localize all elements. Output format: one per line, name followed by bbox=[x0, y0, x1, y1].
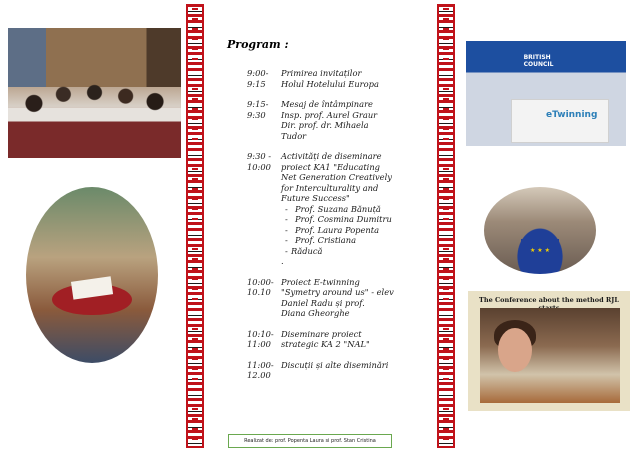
schedule-description bbox=[281, 360, 425, 381]
speaker-item: - Prof. Cosmina Dumitru bbox=[295, 214, 425, 225]
eu-flag: ★ ★ ★ bbox=[521, 239, 559, 263]
logo-line-2: COUNCIL bbox=[523, 60, 554, 68]
time-start: 9:00- bbox=[247, 68, 269, 78]
eu-flag-group-photo-oval bbox=[484, 187, 596, 274]
conference-photo-card bbox=[468, 291, 630, 411]
time-end: 12.00 bbox=[247, 370, 271, 380]
list-dot: . bbox=[281, 256, 284, 266]
etwinning-banner bbox=[511, 99, 609, 143]
time-start: 10:00- bbox=[247, 276, 274, 287]
schedule-description bbox=[281, 68, 425, 89]
speaker-item: - Prof. Laura Popenta bbox=[295, 225, 425, 236]
desc-line: Mesaj de întâmpinare bbox=[281, 99, 373, 109]
time-end: 9:15 bbox=[247, 78, 266, 89]
time-end: 11:00 bbox=[247, 339, 271, 349]
time-start: 9:30 - bbox=[247, 151, 272, 161]
desc-line: Daniel Radu și prof. bbox=[281, 297, 365, 308]
desc-line: Holul Hotelului Europa bbox=[281, 78, 379, 89]
credits-footer: Realizat de: prof. Popenta Laura si prof. Stan Cristina bbox=[228, 434, 392, 448]
program-title: Program : bbox=[227, 38, 289, 51]
time-start: 11:00- bbox=[247, 359, 274, 370]
british-council-logo bbox=[524, 54, 554, 68]
speaker-item: - Prof. Suzana Bănuță bbox=[295, 204, 425, 215]
group-photo-certificates bbox=[8, 28, 181, 158]
conference-caption: The Conference about the method RJL bbox=[479, 296, 619, 304]
schedule-row bbox=[247, 277, 425, 319]
time-start: 9:15- bbox=[247, 99, 269, 109]
time-end: 10.10 bbox=[247, 287, 271, 297]
program-schedule bbox=[247, 68, 425, 391]
speaker-list bbox=[281, 204, 425, 257]
logo-line-1: BRITISH bbox=[523, 53, 551, 61]
desc-line: Diana Gheorghe bbox=[281, 308, 350, 318]
desc-line: Insp. prof. Aurel Graur bbox=[281, 109, 378, 120]
desc-line: Future Success" bbox=[281, 193, 350, 203]
schedule-row bbox=[247, 68, 425, 89]
schedule-time bbox=[247, 277, 281, 319]
schedule-time bbox=[247, 68, 281, 89]
schedule-description bbox=[281, 151, 425, 267]
time-start: 10:10- bbox=[247, 328, 274, 339]
schedule-description bbox=[281, 329, 425, 350]
traditional-border-left bbox=[186, 4, 204, 448]
speaker-item: - Prof. Cristiana bbox=[295, 235, 425, 246]
desc-line: Discuții și alte diseminări bbox=[281, 359, 389, 370]
speaker-item-cont-text: Răducă bbox=[291, 245, 323, 256]
schedule-row bbox=[247, 360, 425, 381]
desc-line: Net Generation Creatively bbox=[281, 172, 392, 182]
desc-line: Activități de diseminare bbox=[281, 151, 382, 161]
time-end: 10:00 bbox=[247, 161, 271, 172]
photo-person-face bbox=[498, 328, 532, 372]
schedule-time bbox=[247, 99, 281, 141]
desc-line: for Interculturality and bbox=[281, 182, 379, 193]
schedule-description bbox=[281, 99, 425, 141]
british-council-photo bbox=[466, 41, 626, 146]
desc-line: Dir. prof. dr. Mihaela bbox=[281, 120, 369, 130]
schedule-time bbox=[247, 151, 281, 267]
schedule-row bbox=[247, 329, 425, 350]
desc-line: Tudor bbox=[281, 130, 307, 141]
desc-line: Diseminare proiect bbox=[281, 328, 362, 339]
speaker-item-continuation bbox=[291, 245, 425, 257]
traditional-border-right bbox=[437, 4, 455, 448]
desc-line: proiect KA1 "Educating bbox=[281, 161, 380, 172]
desc-line: Proiect E-twinning bbox=[281, 276, 360, 287]
schedule-time bbox=[247, 329, 281, 350]
schedule-time bbox=[247, 360, 281, 381]
schedule-description bbox=[281, 277, 425, 319]
schedule-row bbox=[247, 99, 425, 141]
schedule-row bbox=[247, 151, 425, 267]
photo-people bbox=[8, 67, 181, 158]
time-end: 9:30 bbox=[247, 109, 266, 120]
classroom-photo-oval bbox=[26, 187, 158, 363]
etwinning-label: eTwinning bbox=[546, 110, 598, 121]
conference-photo bbox=[480, 308, 620, 403]
desc-line: Primirea invitaților bbox=[281, 68, 362, 78]
desc-line: "Symetry around us" - elev bbox=[281, 287, 394, 297]
desc-line: strategic KA 2 "NAL" bbox=[281, 339, 370, 349]
